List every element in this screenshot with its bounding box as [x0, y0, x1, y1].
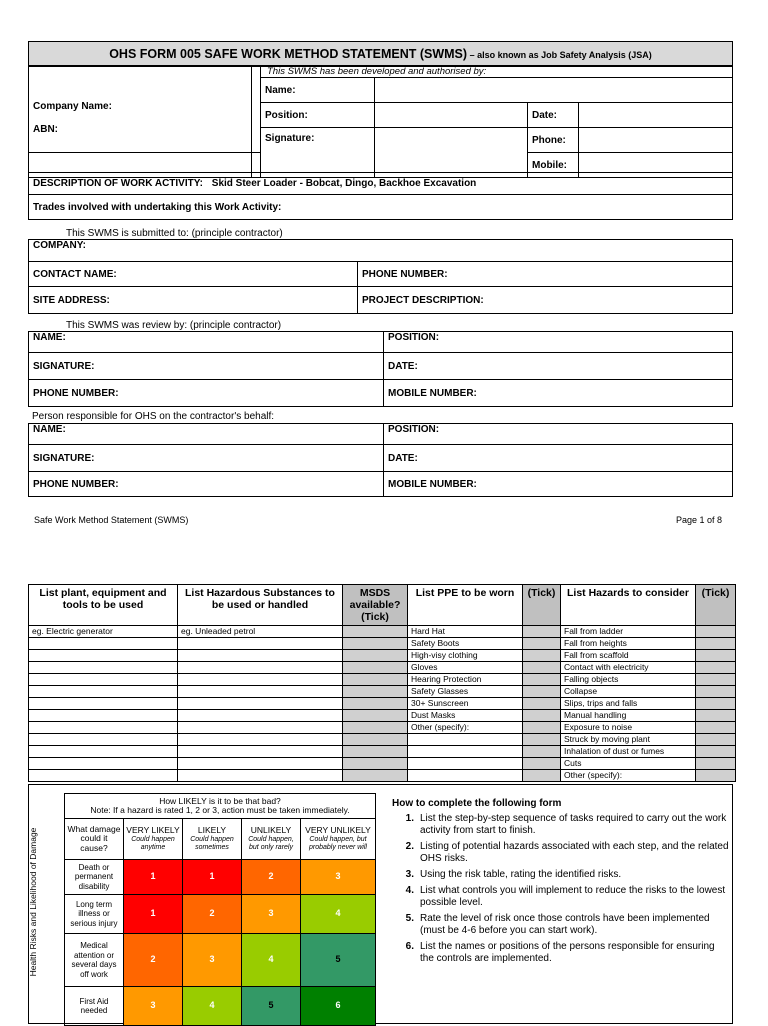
ppe-tick-cell[interactable] [523, 638, 561, 650]
name-label: Name: [261, 78, 375, 103]
ppe-item: Safety Boots [408, 638, 523, 650]
list-row [29, 746, 736, 758]
howto-title: How to complete the following form [392, 798, 562, 809]
damage-label: Long term illness or serious injury [65, 895, 124, 934]
damage-label: Medical attention or several days off work [65, 934, 124, 987]
howto-step-number: 2. [405, 841, 414, 852]
responsible-date-label: DATE: [384, 445, 733, 472]
name-field[interactable] [375, 78, 733, 103]
plant-cell[interactable] [29, 662, 178, 674]
hazardous-cell[interactable] [178, 698, 343, 710]
likelihood-sub: Could happen sometimes [190, 835, 234, 851]
matrix-column-headers [38, 819, 376, 860]
reviewer-position-label: POSITION: [384, 332, 733, 353]
hazard-tick-cell[interactable] [696, 698, 736, 710]
plant-cell[interactable]: eg. Electric generator [29, 626, 178, 638]
list-row [29, 722, 736, 734]
ppe-item [408, 758, 523, 770]
matrix-axis-spacer [38, 794, 65, 819]
likely-note: Note: If a hazard is rated 1, 2 or 3, action must be taken immediately. [90, 805, 350, 815]
ppe-tick-cell[interactable] [523, 626, 561, 638]
likelihood-head: UNLIKELY [250, 825, 292, 836]
trades-label: Trades involved with undertaking this Work Activity: [33, 201, 282, 213]
trades-row [29, 195, 733, 220]
hazard-item: Inhalation of dust or fumes [561, 746, 696, 758]
hazardous-header: List Hazardous Substances to be used or handled [178, 585, 343, 626]
hazardous-cell[interactable] [178, 770, 343, 782]
msds-tick-cell[interactable] [343, 722, 408, 734]
howto-step [398, 885, 730, 909]
hazardous-cell[interactable] [178, 758, 343, 770]
ppe-tick-header: (Tick) [523, 585, 561, 626]
msds-tick-cell[interactable] [343, 758, 408, 770]
risk-rating-cell: 3 [301, 860, 376, 895]
hazardous-cell[interactable] [178, 746, 343, 758]
hazard-tick-cell[interactable] [696, 770, 736, 782]
plant-cell[interactable] [29, 638, 178, 650]
ppe-tick-cell[interactable] [523, 662, 561, 674]
hazards-tick-header: (Tick) [696, 585, 736, 626]
hazard-tick-cell[interactable] [696, 638, 736, 650]
site-address-label: SITE ADDRESS: [29, 287, 358, 314]
list-row [29, 758, 736, 770]
authorised-table [28, 66, 733, 178]
damage-question: What damage could it cause? [65, 819, 124, 860]
reviewer-phone-label: PHONE NUMBER: [29, 380, 384, 407]
hazard-tick-cell[interactable] [696, 722, 736, 734]
likelihood-column-header [242, 819, 301, 860]
list-row [29, 734, 736, 746]
howto-step-number: 5. [405, 913, 414, 924]
lists-body [29, 626, 736, 782]
ppe-tick-cell[interactable] [523, 734, 561, 746]
ppe-item [408, 770, 523, 782]
hazard-tick-cell[interactable] [696, 626, 736, 638]
list-row [29, 662, 736, 674]
hazard-tick-cell[interactable] [696, 650, 736, 662]
plant-cell[interactable] [29, 650, 178, 662]
risk-row [38, 895, 376, 934]
hazard-tick-cell[interactable] [696, 734, 736, 746]
list-row [29, 686, 736, 698]
howto-step-text: List the step-by-step sequence of tasks required to carry out the work activity from start to finish. [420, 813, 727, 836]
risk-rating-cell: 1 [183, 860, 242, 895]
howto-step-text: List the names or positions of the persons responsible for ensuring the controls are implemented. [420, 941, 715, 964]
hazard-item: Cuts [561, 758, 696, 770]
likelihood-sub: Could happen anytime [131, 835, 175, 851]
msds-header: MSDS available? (Tick) [343, 585, 408, 626]
phone-number-label: PHONE NUMBER: [358, 262, 733, 287]
list-row [29, 698, 736, 710]
ppe-item: High-visy clothing [408, 650, 523, 662]
risk-rating-cell: 2 [124, 934, 183, 987]
reviewed-table [28, 331, 733, 407]
work-activity-row [29, 173, 733, 195]
hazard-item: Fall from heights [561, 638, 696, 650]
developed-by-cell [261, 67, 733, 78]
ppe-item: Other (specify): [408, 722, 523, 734]
date-label: Date: [528, 103, 579, 128]
howto-step-number: 3. [405, 869, 414, 880]
list-row [29, 650, 736, 662]
howto-step-number: 1. [405, 813, 414, 824]
reviewer-mobile-label: MOBILE NUMBER: [384, 380, 733, 407]
ppe-item: Safety Glasses [408, 686, 523, 698]
plant-cell[interactable] [29, 710, 178, 722]
form-title [28, 41, 733, 66]
howto-step-text: Listing of potential hazards associated with each step, and the related OHS risks. [420, 841, 729, 864]
hazard-item: Slips, trips and falls [561, 698, 696, 710]
list-row [29, 710, 736, 722]
list-row [29, 674, 736, 686]
likelihood-column-header [124, 819, 183, 860]
risk-rating-cell: 5 [301, 934, 376, 987]
hazard-tick-cell[interactable] [696, 686, 736, 698]
likelihood-head: LIKELY [197, 825, 227, 836]
hazardous-cell[interactable] [178, 710, 343, 722]
ppe-item: Hearing Protection [408, 674, 523, 686]
howto-list [398, 813, 730, 969]
hazardous-cell[interactable] [178, 638, 343, 650]
risk-rating-cell: 4 [301, 895, 376, 934]
matrix-axis-spacer [38, 987, 65, 1026]
msds-tick-cell[interactable] [343, 734, 408, 746]
ppe-tick-cell[interactable] [523, 650, 561, 662]
ppe-tick-cell[interactable] [523, 686, 561, 698]
matrix-axis-spacer [38, 895, 65, 934]
responsible-signature-label: SIGNATURE: [29, 445, 384, 472]
risk-rating-cell: 3 [183, 934, 242, 987]
ppe-item: Hard Hat [408, 626, 523, 638]
ppe-tick-cell[interactable] [523, 698, 561, 710]
risk-rating-cell: 5 [242, 987, 301, 1026]
howto-step-text: Rate the level of risk once those controls have been implemented (must be 4-6 before you can start work). [420, 913, 710, 936]
likelihood-sub: Could happen, but only rarely [248, 835, 294, 851]
likelihood-column-header [183, 819, 242, 860]
plant-cell[interactable] [29, 734, 178, 746]
position-label: Position: [261, 103, 375, 128]
submitted-table [28, 239, 733, 314]
msds-tick-cell[interactable] [343, 746, 408, 758]
plant-header: List plant, equipment and tools to be used [29, 585, 178, 626]
lists-table [28, 584, 736, 782]
ppe-tick-cell[interactable] [523, 674, 561, 686]
hazard-tick-cell[interactable] [696, 674, 736, 686]
ppe-tick-cell[interactable] [523, 758, 561, 770]
hazardous-cell[interactable]: eg. Unleaded petrol [178, 626, 343, 638]
list-row [29, 626, 736, 638]
risk-rating-cell: 6 [301, 987, 376, 1026]
msds-tick-cell[interactable] [343, 626, 408, 638]
ppe-item [408, 746, 523, 758]
risk-rating-cell: 1 [124, 860, 183, 895]
howto-step-number: 4. [405, 885, 414, 896]
howto-step-text: Using the risk table, rating the identified risks. [420, 869, 622, 880]
msds-tick-cell[interactable] [343, 638, 408, 650]
matrix-axis-spacer [38, 860, 65, 895]
howto-step [398, 869, 730, 881]
risk-rating-cell: 2 [242, 860, 301, 895]
msds-tick-cell[interactable] [343, 686, 408, 698]
ppe-item: Dust Masks [408, 710, 523, 722]
howto-step [398, 813, 730, 837]
risk-row [38, 987, 376, 1026]
howto-step-number: 6. [405, 941, 414, 952]
damage-label: Death or permanent disability [65, 860, 124, 895]
howto-step [398, 841, 730, 865]
howto-step [398, 913, 730, 937]
plant-cell[interactable] [29, 746, 178, 758]
reviewer-date-label: DATE: [384, 353, 733, 380]
signature-field[interactable] [375, 128, 528, 178]
plant-cell[interactable] [29, 698, 178, 710]
likelihood-head: VERY LIKELY [126, 825, 180, 836]
ppe-tick-cell[interactable] [523, 746, 561, 758]
msds-tick-cell[interactable] [343, 710, 408, 722]
company-name-label: Company Name: [33, 101, 112, 112]
risk-rating-cell: 3 [124, 987, 183, 1026]
ppe-tick-cell[interactable] [523, 710, 561, 722]
phone-field[interactable] [579, 128, 733, 153]
ppe-tick-cell[interactable] [523, 722, 561, 734]
msds-tick-cell[interactable] [343, 770, 408, 782]
plant-cell[interactable] [29, 770, 178, 782]
likelihood-column-header [301, 819, 376, 860]
howto-step-text: List what controls you will implement to reduce the risks to the lowest possible level. [420, 885, 726, 908]
ppe-item: 30+ Sunscreen [408, 698, 523, 710]
ppe-item: Gloves [408, 662, 523, 674]
list-row [29, 638, 736, 650]
responsible-name-label: NAME: [29, 424, 384, 445]
responsible-caption: Person responsible for OHS on the contractor's behalf: [32, 411, 275, 422]
msds-tick-cell[interactable] [343, 662, 408, 674]
abn-label: ABN: [33, 124, 58, 135]
risk-rating-cell: 3 [242, 895, 301, 934]
hazard-tick-cell[interactable] [696, 758, 736, 770]
list-row [29, 770, 736, 782]
form-title-sub: – also known as Job Safety Analysis (JSA) [467, 50, 652, 60]
responsible-phone-label: PHONE NUMBER: [29, 472, 384, 497]
likely-title: How LIKELY is it to be that bad? [159, 795, 281, 806]
msds-tick-cell[interactable] [343, 650, 408, 662]
developed-by-caption: This SWMS has been developed and authorised by: [267, 66, 487, 77]
risk-matrix [38, 793, 376, 1026]
hazardous-cell[interactable] [178, 662, 343, 674]
msds-tick-cell[interactable] [343, 698, 408, 710]
matrix-axis-spacer-2 [38, 819, 65, 860]
hazardous-cell[interactable] [178, 650, 343, 662]
howto-step [398, 941, 730, 965]
responsible-mobile-label: MOBILE NUMBER: [384, 472, 733, 497]
hazard-item: Manual handling [561, 710, 696, 722]
reviewer-name-label: NAME: [29, 332, 384, 353]
hazard-item: Contact with electricity [561, 662, 696, 674]
risk-row [38, 860, 376, 895]
plant-cell[interactable] [29, 686, 178, 698]
hazard-item: Struck by moving plant [561, 734, 696, 746]
spacer-cell [252, 67, 261, 153]
project-description-label: PROJECT DESCRIPTION: [358, 287, 733, 314]
ppe-header: List PPE to be worn [408, 585, 523, 626]
msds-tick-cell[interactable] [343, 674, 408, 686]
work-activity-table [28, 172, 733, 220]
footer-left: Safe Work Method Statement (SWMS) [34, 515, 189, 525]
plant-cell[interactable] [29, 758, 178, 770]
phone-label: Phone: [528, 128, 579, 153]
contact-name-label: CONTACT NAME: [29, 262, 358, 287]
hazard-item: Other (specify): [561, 770, 696, 782]
hazard-item: Fall from ladder [561, 626, 696, 638]
submitted-caption: This SWMS is submitted to: (principle contractor) [66, 228, 283, 239]
plant-cell[interactable] [29, 722, 178, 734]
hazard-tick-cell[interactable] [696, 710, 736, 722]
risk-rating-cell: 4 [183, 987, 242, 1026]
likelihood-sub: Could happen, but probably never will [309, 835, 367, 851]
company-cell [29, 67, 252, 153]
hazard-item: Exposure to noise [561, 722, 696, 734]
date-field[interactable] [579, 103, 733, 128]
mobile-label: Mobile: [528, 153, 579, 178]
hazard-item: Fall from scaffold [561, 650, 696, 662]
hazards-header: List Hazards to consider [561, 585, 696, 626]
hazardous-cell[interactable] [178, 722, 343, 734]
plant-cell[interactable] [29, 674, 178, 686]
hazard-tick-cell[interactable] [696, 746, 736, 758]
hazardous-cell[interactable] [178, 734, 343, 746]
hazard-tick-cell[interactable] [696, 662, 736, 674]
responsible-position-label: POSITION: [384, 424, 733, 445]
responsible-table [28, 423, 733, 497]
hazard-item: Collapse [561, 686, 696, 698]
work-activity-label: DESCRIPTION OF WORK ACTIVITY: [33, 178, 203, 189]
risk-row [38, 934, 376, 987]
hazardous-cell[interactable] [178, 674, 343, 686]
risk-rating-cell: 4 [242, 934, 301, 987]
form-title-main: OHS FORM 005 SAFE WORK METHOD STATEMENT (SWMS) [109, 47, 468, 61]
risk-axis-label: Health Risks and Likelihood of Damage [28, 827, 38, 977]
damage-label: First Aid needed [65, 987, 124, 1026]
likely-header [65, 794, 376, 819]
ppe-item [408, 734, 523, 746]
company-caps-label: COMPANY: [29, 240, 733, 262]
reviewed-caption: This SWMS was review by: (principle contractor) [66, 320, 282, 331]
hazard-item: Falling objects [561, 674, 696, 686]
risk-rating-cell: 1 [124, 895, 183, 934]
signature-label: Signature: [261, 128, 375, 178]
position-field[interactable] [375, 103, 528, 128]
reviewer-signature-label: SIGNATURE: [29, 353, 384, 380]
matrix-axis-spacer [38, 934, 65, 987]
work-activity-value: Skid Steer Loader - Bobcat, Dingo, Backhoe Excavation [211, 178, 477, 189]
likelihood-head: VERY UNLIKELY [305, 825, 371, 836]
hazardous-cell[interactable] [178, 686, 343, 698]
ppe-tick-cell[interactable] [523, 770, 561, 782]
risk-rating-cell: 2 [183, 895, 242, 934]
footer-page-number: Page 1 of 8 [676, 515, 723, 525]
